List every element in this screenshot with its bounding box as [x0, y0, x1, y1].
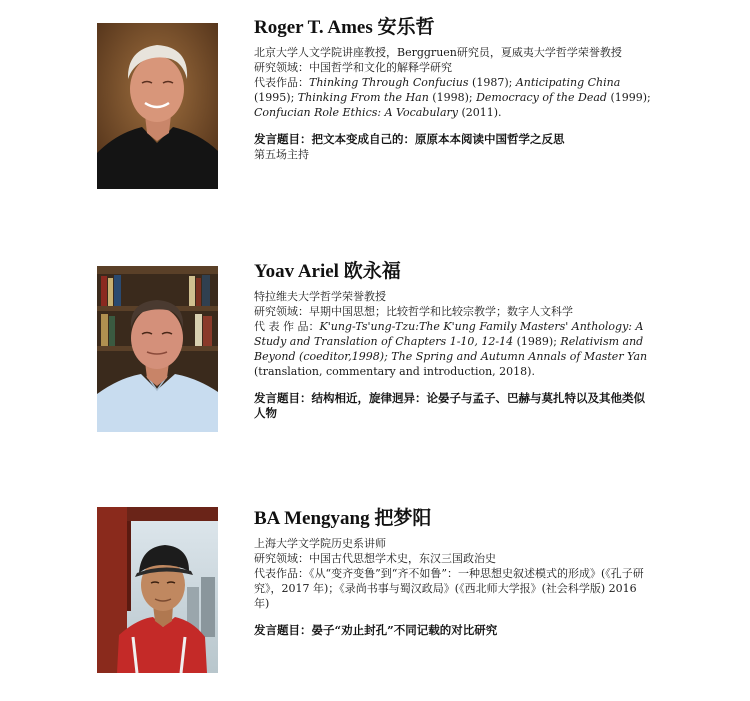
works-label: 代 表 作 品：: [254, 320, 320, 333]
speaker-name: BA Mengyang 把梦阳: [254, 508, 432, 529]
work-title: Confucian Role Ethics: A Vocabulary: [254, 106, 458, 119]
speaker-info: [254, 508, 654, 638]
speaker-talk-title: 发言题目：结构相近，旋律迥异：论晏子与孟子、巴赫与莫扎特以及其他类似人物: [254, 391, 645, 420]
speaker-affiliation: 上海大学文学院历史系讲师: [254, 537, 386, 550]
speaker-info: [254, 17, 654, 162]
speaker-representative-works: [254, 319, 654, 379]
speaker-name: Yoav Ariel 欧永福: [254, 261, 401, 282]
works-label: 代表作品：: [254, 76, 309, 89]
speaker-talk-title: 发言题目：晏子“劝止封孔”不同记载的对比研究: [254, 623, 498, 637]
work-note: (translation, commentary and introduction, 2018).: [254, 365, 535, 378]
speaker-name: Roger T. Ames 安乐哲: [254, 17, 435, 38]
speaker-representative-works: [254, 75, 654, 120]
speaker-representative-works: [254, 566, 654, 611]
work-year: (1998);: [428, 91, 477, 104]
speaker-session-note: 第五场主持: [254, 148, 309, 161]
work-title: Anticipating China: [515, 76, 621, 89]
work-year: (2011).: [457, 106, 502, 119]
work-year: (1999);: [606, 91, 651, 104]
speaker-talk-title: 发言题目：把文本变成自己的：原原本本阅读中国哲学之反思: [254, 132, 565, 146]
work-title: Thinking From the Han: [297, 91, 429, 104]
speaker-photo: [97, 23, 218, 189]
speaker-photo: [97, 507, 218, 673]
speaker-info: [254, 261, 654, 421]
work-title: Relativism and Beyond (coeditor,1998); The Spring and Autumn Annals of Master Yan: [254, 335, 648, 363]
speaker-research-field: 研究领域：中国哲学和文化的解释学研究: [254, 61, 452, 74]
speaker-affiliation: 北京大学人文学院讲座教授，Berggruen研究员，夏威夷大学哲学荣誉教授: [254, 46, 622, 59]
speaker-affiliation: 特拉维夫大学哲学荣誉教授: [254, 290, 386, 303]
work-title: Democracy of the Dead: [476, 91, 607, 104]
work-year: (1995);: [254, 91, 298, 104]
speaker-research-field: 研究领域：早期中国思想；比较哲学和比较宗教学；数字人文科学: [254, 305, 573, 318]
work-year: (1989);: [513, 335, 561, 348]
work-title: K'ung-Ts'ung-Tzu:The K'ung Family Masters' Anthology: A Study and Translation of Chapters 1-10, 12-14: [254, 320, 644, 348]
work-title: Thinking Through Confucius: [309, 76, 469, 89]
speaker-research-field: 研究领域：中国古代思想学术史，东汉三国政治史: [254, 552, 496, 565]
works-label: 代表作品：: [254, 567, 309, 580]
work-title: 《从“变齐变鲁”到“齐不如鲁”：一种思想史叙述模式的形成》(《孔子研究》，2017 年)；《录尚书事与蜀汉政局》(《西北师大学报》(社会科学版) 2016 年): [254, 567, 644, 610]
work-year: (1987);: [468, 76, 516, 89]
speaker-photo: [97, 266, 218, 432]
